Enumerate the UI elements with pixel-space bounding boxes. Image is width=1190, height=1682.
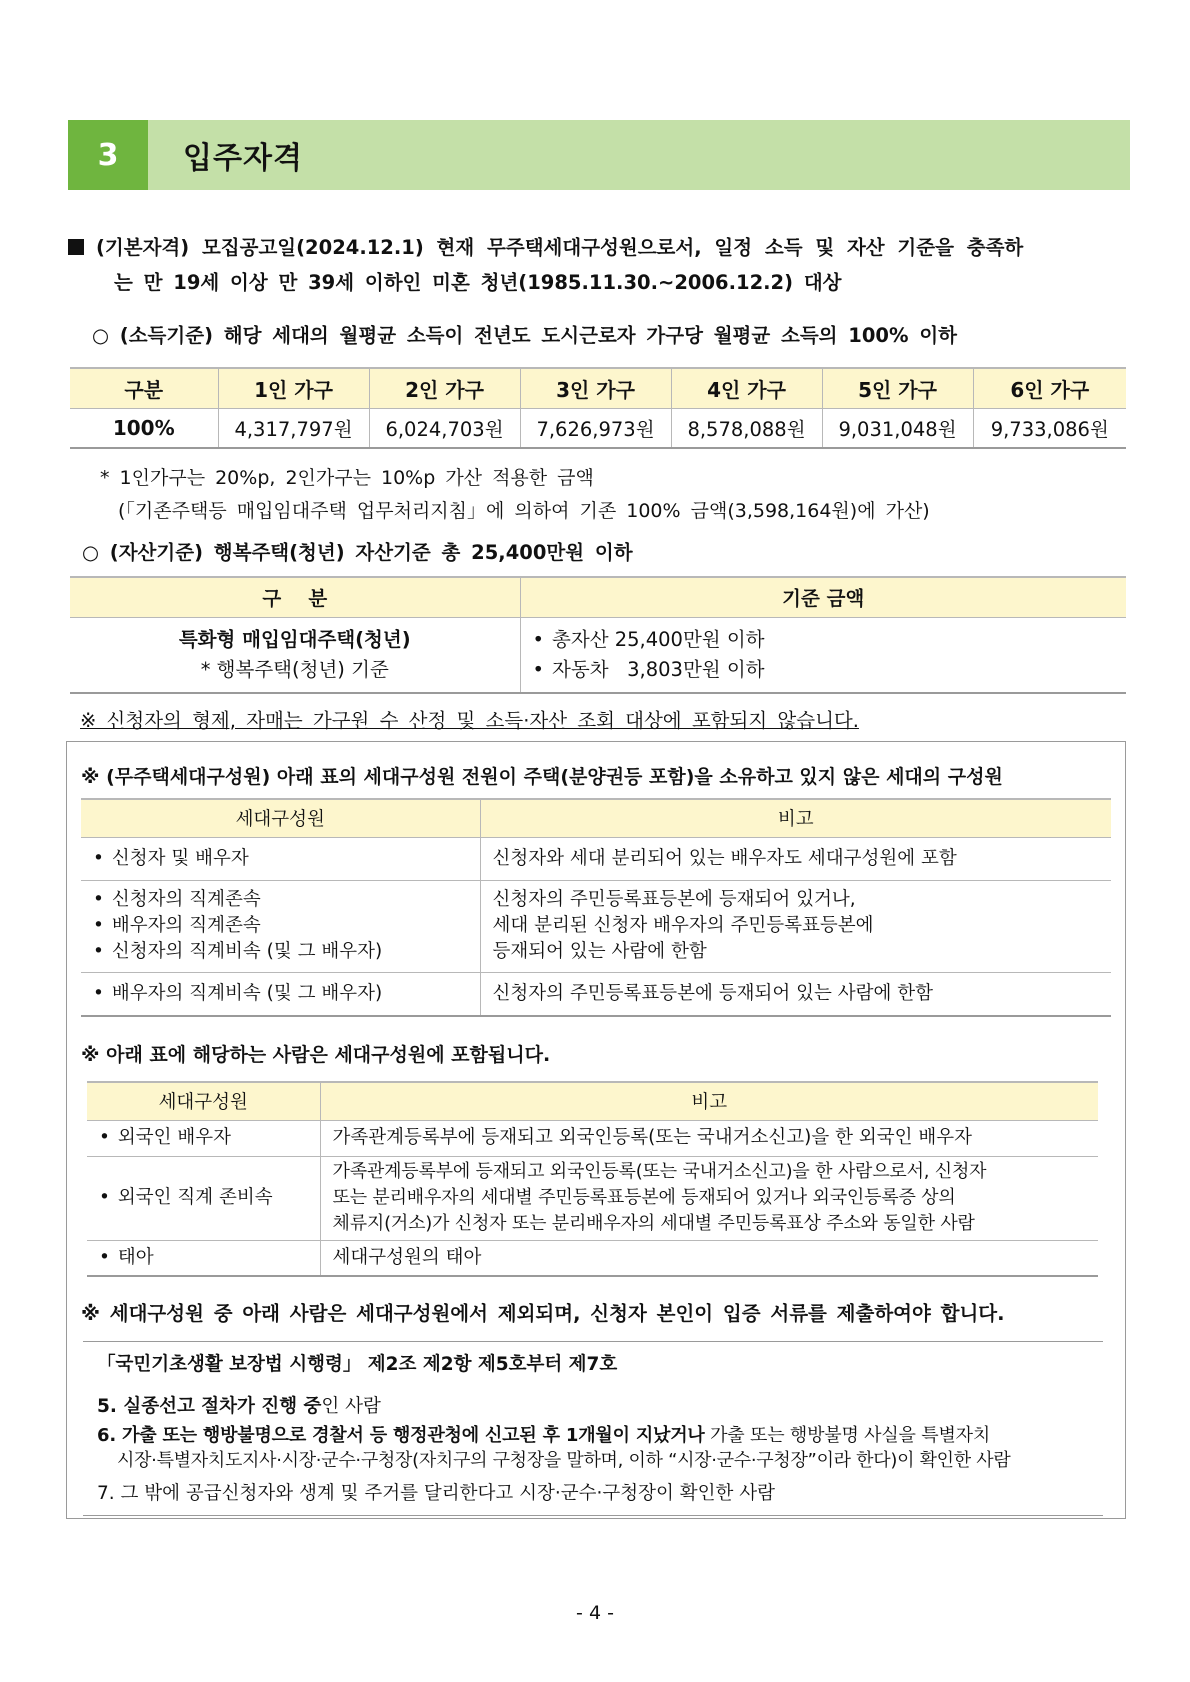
asset-type-cell: [70, 617, 520, 693]
included-remark-cell: 가족관계등록부에 등재되고 외국인등록(또는 국내거소신고)을 한 외국인 배우자: [320, 1120, 1098, 1156]
included-header-cell: 비고: [320, 1082, 1098, 1120]
law-title: 「국민기초생활 보장법 시행령」 제2조 제2항 제5호부터 제7호: [97, 1354, 618, 1375]
household-remark-line: 세대 분리된 신청자 배우자의 주민등록표등본에: [492, 915, 874, 936]
law-item-6-line2: 시장·특별자치도지사·시장·군수·구청장(자치구의 구청장을 말하며, 이하 “시장·군수·구청장”이라 한다)이 확인한 사람: [117, 1450, 1011, 1471]
asset-type-note: * 행복주택(청년) 기준: [200, 657, 389, 681]
household-header-cell: 세대구성원: [81, 799, 480, 837]
household-table: [81, 798, 1111, 1017]
household-member: 배우자의 직계비속 (및 그 배우자): [111, 982, 383, 1004]
law-item-7: 7. 그 밖에 공급신청자와 생계 및 주거를 달리한다고 시장·군수·구청장이 확인한 사람: [97, 1483, 775, 1504]
income-note-2: (「기존주택등 매입임대주택 업무처리지침」에 의하여 기존 100% 금액(3,598,164원)에 가산): [118, 500, 930, 522]
included-table-header: [87, 1082, 1098, 1120]
household-member: 신청자 및 배우자: [111, 847, 249, 869]
asset-type-name: 특화형 매입임대주택(청년): [178, 627, 411, 651]
square-bullet-icon: [68, 239, 84, 255]
household-remark-line: 등재되어 있는 사람에 한함: [492, 941, 707, 962]
household-member-cell: • 신청자의 직계존속 • 배우자의 직계존속 • 신청자의 직계비속 (및 그 배우자): [81, 880, 480, 972]
included-member: 태아: [117, 1246, 154, 1268]
income-cell: 9,733,086원: [973, 408, 1126, 448]
asset-footnote: ※ 신청자의 형제, 자매는 가구원 수 산정 및 소득·자산 조회 대상에 포함되지 않습니다.: [80, 709, 859, 732]
table-row: [81, 880, 1111, 972]
included-remark-cell: [320, 1156, 1098, 1240]
income-table: [70, 367, 1126, 449]
law-item-6: [97, 1423, 990, 1449]
income-cell: 7,626,973원: [520, 408, 671, 448]
household-member-cell: • 신청자 및 배우자: [81, 837, 480, 880]
income-cell: 4,317,797원: [218, 408, 369, 448]
household-remark-cell: 신청자와 세대 분리되어 있는 배우자도 세대구성원에 포함: [480, 837, 1111, 880]
asset-header-cell: 구 분: [70, 577, 520, 617]
income-header-cell: 5인 가구: [822, 368, 973, 408]
household-heading: ※ (무주택세대구성원) 아래 표의 세대구성원 전원이 주택(분양권등 포함)을 소유하고 있지 않은 세대의 구성원: [81, 766, 1003, 788]
list-item: • 자동차 3,803만원 이하: [532, 657, 765, 681]
table-row: [87, 1156, 1098, 1240]
section-header: [68, 120, 1130, 190]
included-member: 외국인 배우자: [117, 1127, 232, 1148]
included-remark-line: 체류지(거소)가 신청자 또는 분리배우자의 세대별 주민등록표상 주소와 동일한 사람: [332, 1213, 975, 1234]
law-item-6-rest: 가출 또는 행방불명 사실을 특별자치: [704, 1425, 991, 1446]
included-table: [87, 1081, 1098, 1277]
included-heading: ※ 아래 표에 해당하는 사람은 세대구성원에 포함됩니다.: [81, 1044, 551, 1066]
excluded-heading: ※ 세대구성원 중 아래 사람은 세대구성원에서 제외되며, 신청자 본인이 입증 서류를 제출하여야 합니다.: [81, 1302, 1005, 1325]
income-header-cell: 6인 가구: [973, 368, 1126, 408]
basic-qualification: [68, 230, 1130, 300]
asset-heading: ○ (자산기준) 행복주택(청년) 자산기준 총 25,400만원 이하: [82, 541, 633, 564]
basic-line-1: (기본자격) 모집공고일(2024.12.1) 현재 무주택세대구성원으로서, 일정 소득 및 자산 기준을 충족하: [96, 236, 1024, 259]
law-item-5-rest: 인 사람: [321, 1396, 381, 1417]
law-box: [83, 1341, 1103, 1516]
list-item: • 총자산 25,400만원 이하: [532, 627, 765, 651]
asset-criterion: 자동차 3,803만원 이하: [552, 657, 765, 681]
household-remark-cell: 신청자의 주민등록표등본에 등재되어 있는 사람에 한함: [480, 972, 1111, 1016]
income-header-cell: 3인 가구: [520, 368, 671, 408]
income-cell: 100%: [70, 408, 218, 448]
included-remark-cell: 세대구성원의 태아: [320, 1240, 1098, 1276]
asset-header-cell: 기준 금액: [520, 577, 1126, 617]
included-header-cell: 세대구성원: [87, 1082, 320, 1120]
section-title: 입주자격: [183, 141, 303, 176]
income-header-cell: 2인 가구: [369, 368, 520, 408]
included-member-cell: • 외국인 직계 존비속: [87, 1156, 320, 1240]
income-header-cell: 1인 가구: [218, 368, 369, 408]
included-member: 외국인 직계 존비속: [117, 1187, 273, 1208]
table-row: [87, 1240, 1098, 1276]
household-member: 배우자의 직계존속: [111, 915, 261, 936]
household-table-header: [81, 799, 1111, 837]
basic-line-2: 는 만 19세 이상 만 39세 이하인 미혼 청년(1985.11.30.~2006.12.2) 대상: [114, 271, 842, 294]
household-member: 신청자의 직계비속 (및 그 배우자): [111, 941, 383, 962]
law-item-5-bold: 5. 실종선고 절차가 진행 중: [97, 1396, 322, 1417]
section-number: 3: [68, 120, 148, 190]
income-cell: 8,578,088원: [671, 408, 822, 448]
law-item-6-bold: 6. 가출 또는 행방불명으로 경찰서 등 행정관청에 신고된 후 1개월이 지났거나: [97, 1425, 705, 1446]
household-header-cell: 비고: [480, 799, 1111, 837]
income-note-1: * 1인가구는 20%p, 2인가구는 10%p 가산 적용한 금액: [100, 467, 594, 489]
included-remark-line: 또는 분리배우자의 세대별 주민등록표등본에 등재되어 있거나 외국인등록증 상의: [332, 1187, 956, 1208]
table-row: [81, 837, 1111, 880]
included-member-cell: • 외국인 배우자: [87, 1120, 320, 1156]
income-table-header: [70, 368, 1126, 408]
asset-table: [70, 576, 1126, 694]
income-header-cell: 4인 가구: [671, 368, 822, 408]
income-cell: 6,024,703원: [369, 408, 520, 448]
household-member: 신청자의 직계존속: [111, 889, 261, 910]
income-header-cell: 구분: [70, 368, 218, 408]
household-remark-line: 신청자의 주민등록표등본에 등재되어 있거나,: [492, 889, 856, 910]
income-cell: 9,031,048원: [822, 408, 973, 448]
asset-table-row: [70, 617, 1126, 693]
income-heading: ○ (소득기준) 해당 세대의 월평균 소득이 전년도 도시근로자 가구당 월평균 소득의 100% 이하: [92, 324, 958, 347]
table-row: [81, 972, 1111, 1016]
page-number: - 4 -: [576, 1602, 614, 1624]
included-member-cell: • 태아: [87, 1240, 320, 1276]
included-remark-line: 가족관계등록부에 등재되고 외국인등록(또는 국내거소신고)을 한 사람으로서, 신청자: [332, 1161, 987, 1182]
household-remark-cell: [480, 880, 1111, 972]
household-member-cell: • 배우자의 직계비속 (및 그 배우자): [81, 972, 480, 1016]
asset-table-header: [70, 577, 1126, 617]
table-row: [87, 1120, 1098, 1156]
law-item-5: [97, 1394, 381, 1420]
income-table-row: [70, 408, 1126, 448]
asset-criterion: 총자산 25,400만원 이하: [552, 627, 765, 651]
asset-criteria-cell: [520, 617, 1126, 693]
